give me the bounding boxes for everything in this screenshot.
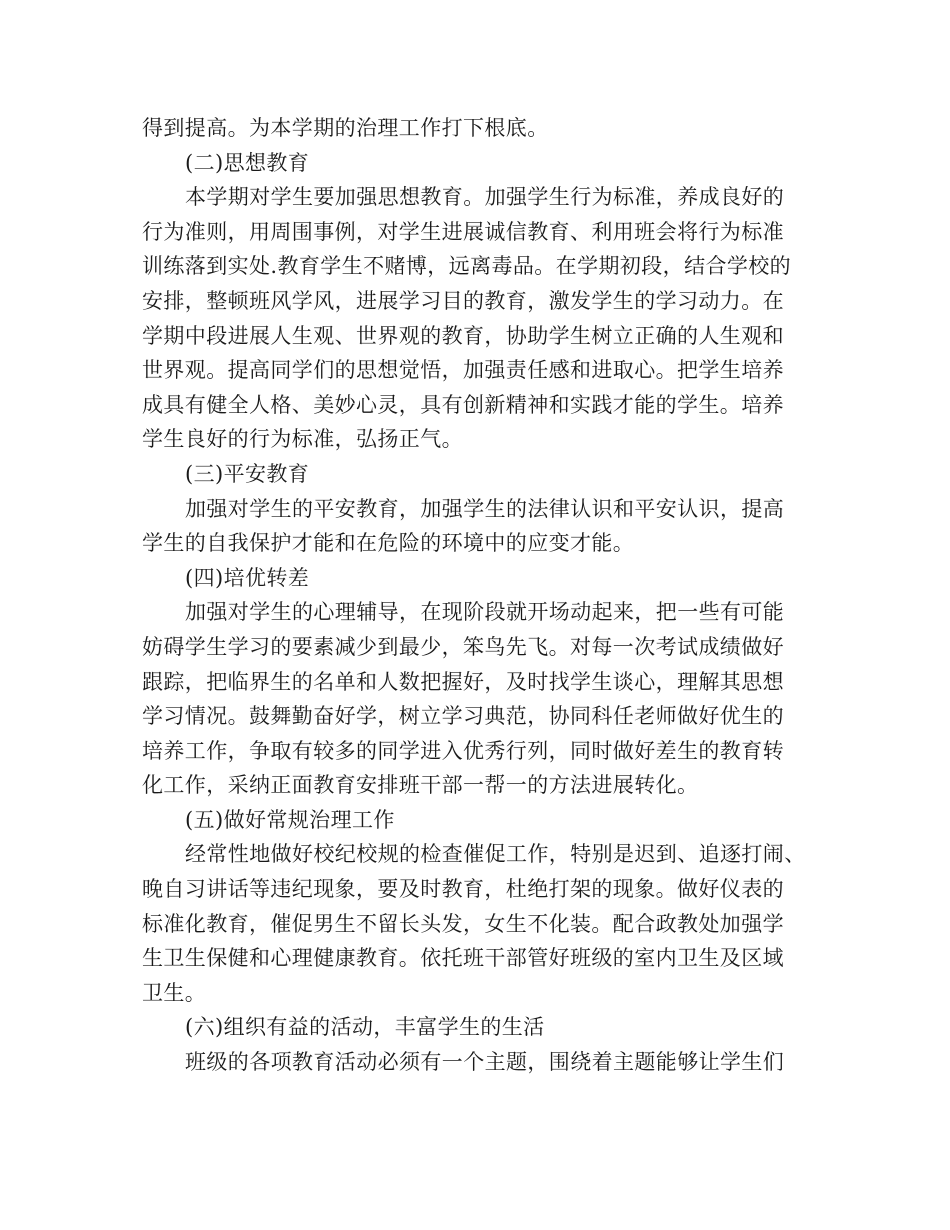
text-line: 学期中段进展人生观、世界观的教育，协助学生树立正确的人生观和 — [142, 323, 784, 348]
section-heading: (二)思想教育 — [185, 150, 310, 175]
text-line: 学习情况。鼓舞勤奋好学，树立学习典范，协同科任老师做好优生的 — [142, 704, 784, 729]
text-line: 得到提高。为本学期的治理工作打下根底。 — [142, 116, 549, 140]
text-line: 培养工作，争取有较多的同学进入优秀行列，同时做好差生的教育转 — [142, 738, 784, 763]
section-heading: (三)平安教育 — [185, 461, 310, 486]
section-heading: (六)组织有益的活动，丰富学生的生活 — [185, 1015, 545, 1040]
text-line: 晚自习讲话等违纪现象，要及时教育，杜绝打架的现象。做好仪表的 — [142, 877, 784, 902]
text-line: 经常性地做好校纪校规的检查催促工作，特别是迟到、追逐打闹、 — [185, 842, 806, 867]
section-heading: (四)培优转差 — [185, 565, 310, 590]
section-heading: (五)做好常规治理工作 — [185, 807, 395, 832]
text-line: 学生的自我保护才能和在危险的环境中的应变才能。 — [142, 531, 635, 556]
text-line: 成具有健全人格、美妙心灵，具有创新精神和实践才能的学生。培养 — [142, 392, 784, 417]
text-line: 化工作，采纳正面教育安排班干部一帮一的方法进展转化。 — [142, 773, 699, 798]
text-line: 妨碍学生学习的要素减少到最少，笨鸟先飞。对每一次考试成绩做好 — [142, 634, 784, 659]
text-line: 卫生。 — [142, 980, 207, 1005]
text-line: 训练落到实处.教育学生不赌博，远离毒品。在学期初段，结合学校的 — [142, 254, 792, 279]
text-line: 生卫生保健和心理健康教育。依托班干部管好班级的室内卫生及区域 — [142, 946, 784, 971]
text-line: 学生良好的行为标准，弘扬正气。 — [142, 427, 463, 452]
text-line: 加强对学生的心理辅导，在现阶段就开场动起来，把一些有可能 — [185, 600, 785, 625]
text-line: 班级的各项教育活动必须有一个主题，围绕着主题能够让学生们 — [185, 1050, 785, 1075]
text-line: 安排，整顿班风学风，进展学习目的教育，激发学生的学习动力。在 — [142, 288, 784, 313]
text-line: 本学期对学生要加强思想教育。加强学生行为标准，养成良好的 — [185, 185, 785, 210]
text-line: 标准化教育，催促男生不留长头发，女生不化装。配合政教处加强学 — [142, 911, 784, 936]
text-line: 加强对学生的平安教育，加强学生的法律认识和平安认识，提高 — [185, 496, 785, 521]
text-line: 跟踪，把临界生的名单和人数把握好，及时找学生谈心，理解其思想 — [142, 669, 784, 694]
document-page — [142, 111, 842, 1080]
text-line: 行为准则，用周围事例，对学生进展诚信教育、利用班会将行为标准 — [142, 219, 784, 244]
text-line: 世界观。提高同学们的思想觉悟，加强责任感和进取心。把学生培养 — [142, 358, 784, 383]
